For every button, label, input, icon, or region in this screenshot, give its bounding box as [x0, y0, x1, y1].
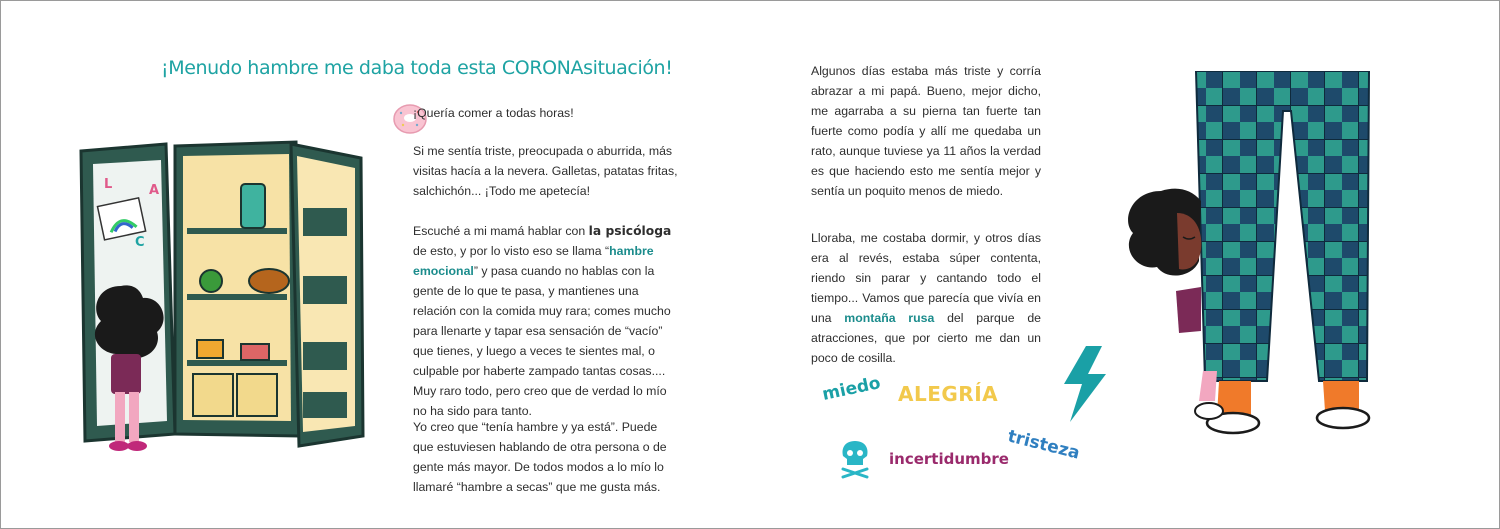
emotion-incertidumbre: incertidumbre	[889, 450, 1009, 468]
right-paragraph-2-b: del parque de atracciones, que por cierto me dan un poco de cosilla.	[811, 311, 1041, 365]
paragraph-2-c: ” y pasa cuando no hablas con la gente de lo que te pasa, y mantienes una relación con la comida muy rara; comes mucho para llenarte y tapar esa sensación de “vacío” que tienes, y luego a veces te sientes mal, o culpable por haberte zampado tantas cosas.... Muy raro todo, pero creo que de verdad lo mío no ha sido para tanto.	[413, 264, 671, 418]
emotion-miedo: miedo	[820, 373, 883, 405]
psicologa-emphasis: la psicóloga	[588, 224, 672, 238]
right-paragraph-2-a: Lloraba, me costaba dormir, y otros días era al revés, estaba súper contenta, riendo sin parar y cantando todo el tiempo... Vamos que parecía que vivía en una	[811, 231, 1041, 325]
emotion-alegria: ALEGRÍA	[898, 382, 999, 406]
right-paragraph-1: Algunos días estaba más triste y corría abrazar a mi papá. Bueno, mejor dicho, me agarraba a su pierna tan fuerte tan fuerte como podía y allí me quedaba un rato, aunque tuviese ya 11 años la verdad es que haciendo esto me sentía mejor y sentía un poquito menos de miedo.	[811, 64, 1041, 198]
montana-rusa-highlight: montaña rusa	[844, 311, 935, 325]
paragraph-2-b: de esto, y por lo visto eso se llama “	[413, 244, 610, 258]
hambre-emocional-highlight: hambre emocional	[413, 244, 654, 278]
paragraph-1: Si me sentía triste, preocupada o aburrida, más visitas hacía a la nevera. Galletas, patatas fritas, salchichón... ¡Todo me apetecía!	[413, 144, 678, 198]
skull-icon	[839, 439, 871, 479]
lightning-icon	[1056, 346, 1112, 422]
paragraph-2-a: Escuché a mi mamá hablar con	[413, 224, 589, 238]
paragraph-2	[413, 221, 681, 421]
dad-and-girl-illustration	[1121, 71, 1381, 451]
fridge-letter-a: A	[149, 183, 160, 198]
right-paragraph-2	[811, 228, 1041, 368]
fridge-letter-l: L	[104, 177, 113, 192]
fridge-illustration	[71, 136, 376, 466]
fridge-letter-c: C	[135, 235, 145, 250]
emotion-tristeza: tristeza	[1005, 426, 1082, 464]
page-title: ¡Menudo hambre me daba toda esta CORONAsituación!	[161, 57, 673, 79]
paragraph-3: Yo creo que “tenía hambre y ya está”. Puede que estuviesen hablando de otra persona o de gente más mayor. De todos modos a lo mío lo llamaré “hambre a secas” que me gusta más.	[413, 420, 667, 494]
intro-text: ¡Quería comer a todas horas!	[413, 106, 574, 120]
